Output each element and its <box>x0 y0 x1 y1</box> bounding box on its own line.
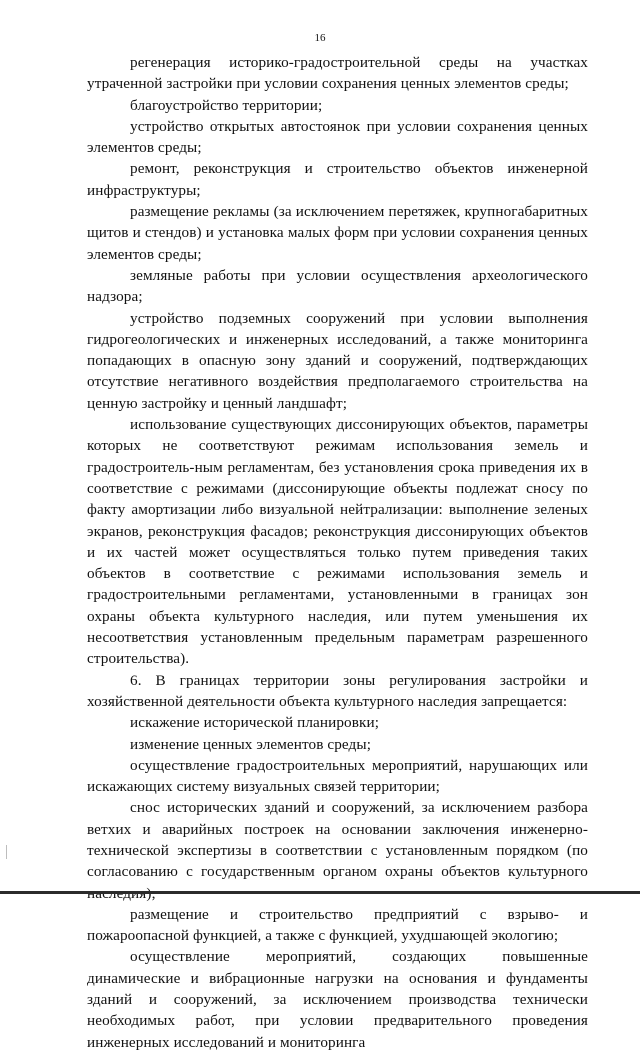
paragraph: искажение исторической планировки; <box>130 714 380 732</box>
paragraph: использование существующих диссонирующих объектов, параметры которых не соответствуют режимам использования земель и градостроитель-ным регламентам, без установления срока приведения их в соответствие с режимами (диссонирующие объекты подлежат сносу по факту амортизации либо визуальной нейтрализации: выполнение зеленых экранов, реконструкция фасадов; реконструкция диссонирующих объектов и их частей может осуществляться только путем приведения таких объектов в соответствие с режимами использования земель и градостроительными регламентами, установленными в границах зон охраны объекта культурного наследия, или путем уменьшения их несоответствия установленным предельным параметрам разрешенного строительства). <box>87 416 588 668</box>
paragraph: устройство открытых автостоянок при условии сохранения ценных элементов среды; <box>87 117 588 157</box>
paragraph: земляные работы при условии осуществления археологического надзора; <box>87 266 588 306</box>
section-paragraph: 6. В границах территории зоны регулирования застройки и хозяйственной деятельности объекта культурного наследия запрещается: <box>87 671 588 710</box>
paragraph: осуществление градостроительных мероприятий, нарушающих или искажающих систему визуальных связей территории; <box>87 756 588 796</box>
paragraph: размещение рекламы (за исключением перетяжек, крупногабаритных щитов и стендов) и установка малых форм при условии сохранения ценных элементов среды; <box>87 203 588 263</box>
paragraph: осуществление мероприятий, создающих повышенные динамические и вибрационные нагрузки на основания и фундаменты зданий и сооружений, за исключением производства технически необходимых работ, при условии предварительного проведения инженерных исследований и мониторинга <box>87 948 588 1051</box>
document-body <box>87 52 588 1053</box>
paragraph: благоустройство территории; <box>130 96 323 114</box>
scan-margin-mark <box>6 845 7 859</box>
paragraph: регенерация историко-градостроительной среды на участках утраченной застройки при условии сохранения ценных элементов среды; <box>87 54 588 93</box>
page-number: 16 <box>314 32 326 44</box>
bottom-rule <box>0 891 640 894</box>
paragraph: снос исторических зданий и сооружений, за исключением разбора ветхих и аварийных построек на основании заключения инженерно-технической экспертизы в соответствии с установленным порядком (по согласованию с государственным органом охраны объектов культурного <box>87 799 588 881</box>
paragraph: изменение ценных элементов среды; <box>130 735 372 753</box>
paragraph: ремонт, реконструкция и строительство объектов инженерной инфраструктуры; <box>87 160 588 199</box>
paragraph: размещение и строительство предприятий с взрыво- и пожароопасной функцией, а также с функцией, ухудшающей экологию; <box>87 905 588 945</box>
paragraph: устройство подземных сооружений при условии выполнения гидрогеологических и инженерных исследований, а также мониторинга попадающих в опасную зону зданий и сооружений, подтверждающих отсутствие негативного воздействия предполагаемого строительства на ценную застройку и ценный ландшафт; <box>87 309 588 412</box>
